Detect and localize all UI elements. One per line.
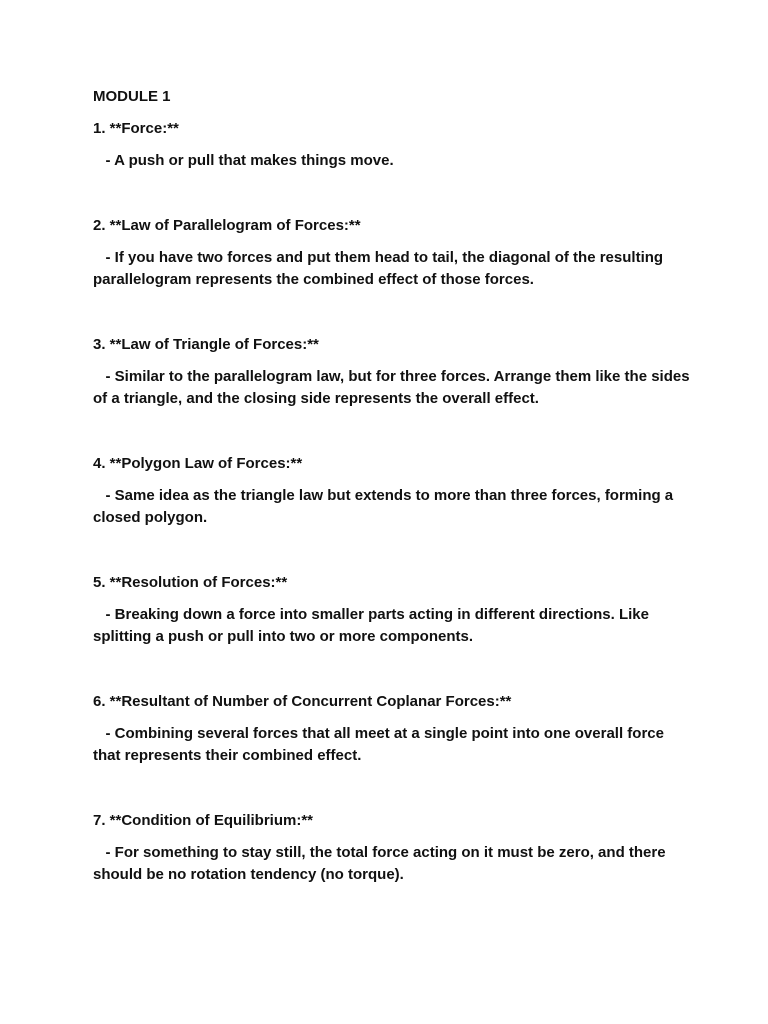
list-item (93, 691, 693, 767)
item-description: - If you have two forces and put them head to tail, the diagonal of the resulting parallelogram represents the combined effect of those forces. (93, 249, 668, 288)
item-description: - Combining several forces that all meet at a single point into one overall force that represents their combined effect. (93, 725, 669, 764)
item-heading: 4. **Polygon Law of Forces:** (93, 455, 303, 472)
document-page (93, 86, 693, 886)
list-item (93, 572, 693, 648)
item-description: - Similar to the parallelogram law, but for three forces. Arrange them like the sides of a triangle, and the closing side represents the overall effect. (93, 368, 694, 407)
list-item (93, 334, 693, 410)
item-description: - For something to stay still, the total force acting on it must be zero, and there should be no rotation tendency (no torque). (93, 844, 670, 883)
list-item (93, 453, 693, 529)
item-heading: 6. **Resultant of Number of Concurrent Coplanar Forces:** (93, 693, 512, 710)
item-description: - Same idea as the triangle law but extends to more than three forces, forming a closed polygon. (93, 487, 678, 526)
item-description: - Breaking down a force into smaller parts acting in different directions. Like splitting a push or pull into two or more components. (93, 606, 654, 645)
item-heading: 1. **Force:** (93, 120, 179, 137)
item-heading: 3. **Law of Triangle of Forces:** (93, 336, 319, 353)
item-heading: 2. **Law of Parallelogram of Forces:** (93, 217, 361, 234)
list-item (93, 118, 693, 172)
module-title: MODULE 1 (93, 88, 171, 105)
item-heading: 5. **Resolution of Forces:** (93, 574, 288, 591)
list-item (93, 215, 693, 291)
item-heading: 7. **Condition of Equilibrium:** (93, 812, 313, 829)
item-description: - A push or pull that makes things move. (93, 152, 394, 169)
list-item (93, 810, 693, 886)
